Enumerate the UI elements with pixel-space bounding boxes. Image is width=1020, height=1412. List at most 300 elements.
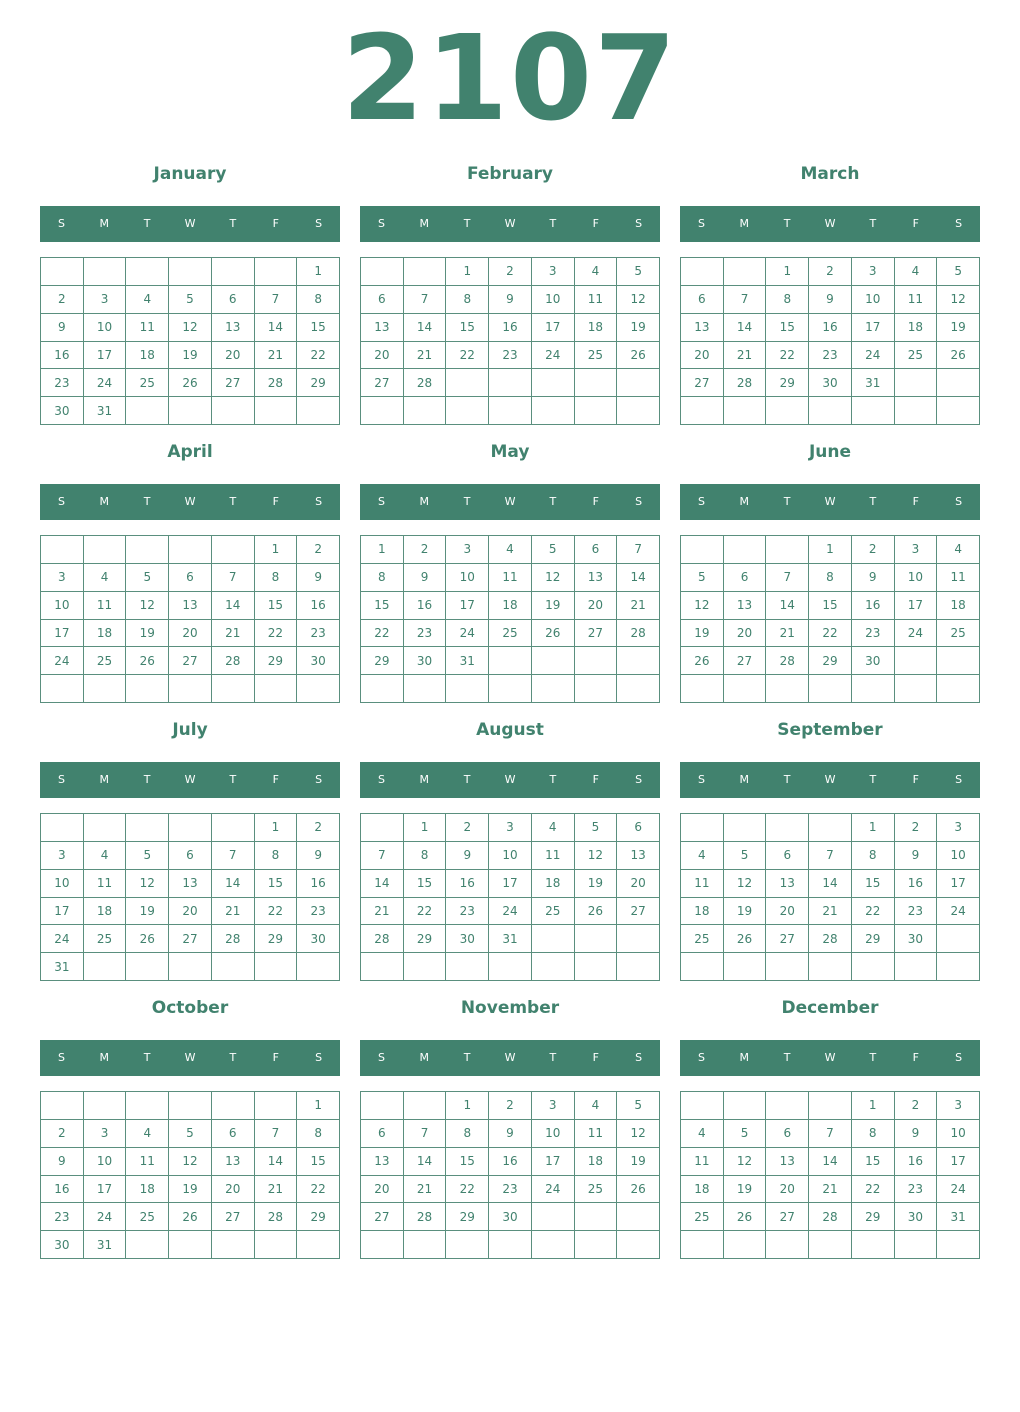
day-cell [936,646,979,674]
day-cell: 2 [488,257,531,285]
weekday-label: T [783,495,791,508]
day-cell: 3 [531,1091,574,1119]
day-cell: 24 [936,1175,979,1203]
day-cell: 31 [936,1202,979,1230]
day-cell: 28 [616,619,659,647]
day-cell: 9 [488,285,531,313]
day-cell: 5 [616,1091,659,1119]
day-cell [894,396,937,424]
day-cell: 1 [851,1091,894,1119]
day-cell: 27 [765,1202,808,1230]
day-cell: 18 [680,1175,723,1203]
day-cell: 26 [168,368,211,396]
day-cell: 10 [445,563,488,591]
day-cell: 8 [403,841,446,869]
weekday-label: W [824,495,836,508]
day-cell: 14 [616,563,659,591]
day-cell: 2 [808,257,851,285]
day-cell: 9 [851,563,894,591]
day-cell: 6 [168,563,211,591]
day-cell: 23 [894,897,937,925]
day-cell [680,396,723,424]
day-cell [851,396,894,424]
day-cell: 21 [808,1175,851,1203]
day-cell: 6 [360,1119,403,1147]
weekday-label: S [377,1051,385,1064]
day-cell: 17 [488,869,531,897]
day-cell: 3 [445,535,488,563]
day-cell: 31 [488,924,531,952]
day-cell: 19 [723,1175,766,1203]
day-cell: 14 [211,591,254,619]
day-cell [211,813,254,841]
day-cell [808,674,851,702]
day-cell: 10 [40,591,83,619]
weekday-label: S [57,495,65,508]
day-cell: 5 [531,535,574,563]
day-cell [765,1230,808,1258]
day-cell: 7 [211,841,254,869]
day-cell: 6 [680,285,723,313]
weekday-label: W [504,773,516,786]
day-cell [83,1091,126,1119]
day-cell: 16 [40,1175,83,1203]
day-cell [403,1230,446,1258]
day-cell: 21 [403,341,446,369]
day-cell: 1 [296,1091,339,1119]
weekday-label: F [592,1051,599,1064]
day-cell [125,813,168,841]
weekday-label: F [272,217,279,230]
day-cell: 22 [851,897,894,925]
day-cell [254,257,297,285]
weekday-label: T [869,495,877,508]
weekday-label: S [697,217,705,230]
month-name: August [476,720,544,740]
weekday-label: W [824,1051,836,1064]
day-cell [125,674,168,702]
day-cell: 24 [83,1202,126,1230]
day-cell [125,1091,168,1119]
day-cell: 7 [360,841,403,869]
weekday-label: T [549,495,557,508]
day-cell [125,257,168,285]
day-cell: 31 [40,952,83,980]
day-cell: 29 [254,924,297,952]
day-cell [680,813,723,841]
day-cell: 17 [851,313,894,341]
month-name: June [808,442,852,462]
day-cell: 29 [254,646,297,674]
day-cell: 25 [680,1202,723,1230]
day-cell [125,952,168,980]
month-name: February [466,164,554,184]
day-cell: 3 [936,1091,979,1119]
day-cell: 15 [808,591,851,619]
day-cell: 9 [808,285,851,313]
day-cell: 11 [531,841,574,869]
day-cell: 10 [83,313,126,341]
day-cell [83,257,126,285]
day-cell: 26 [616,1175,659,1203]
day-cell: 15 [254,869,297,897]
day-cell: 28 [403,1202,446,1230]
day-cell: 1 [296,257,339,285]
day-cell [723,257,766,285]
month-name: September [777,720,883,740]
day-cell: 13 [168,591,211,619]
day-cell: 10 [936,841,979,869]
day-cell [403,674,446,702]
day-cell: 13 [211,313,254,341]
day-cell: 13 [360,313,403,341]
day-cell [488,396,531,424]
day-cell: 4 [125,285,168,313]
day-cell: 27 [574,619,617,647]
day-cell [574,924,617,952]
day-cell: 25 [680,924,723,952]
weekday-label: M [739,773,750,786]
day-grid [680,1091,980,1259]
day-cell: 17 [40,897,83,925]
day-cell [765,952,808,980]
day-cell [765,674,808,702]
day-cell: 15 [403,869,446,897]
day-cell: 30 [40,1230,83,1258]
day-cell: 13 [574,563,617,591]
weekday-label: S [635,217,643,230]
day-cell: 17 [936,869,979,897]
day-cell [360,396,403,424]
day-cell: 20 [360,341,403,369]
day-cell: 21 [616,591,659,619]
day-cell: 11 [574,1119,617,1147]
day-cell: 2 [403,535,446,563]
day-cell: 23 [851,619,894,647]
day-cell [616,674,659,702]
day-cell: 9 [445,841,488,869]
day-cell: 19 [616,313,659,341]
day-cell: 25 [125,368,168,396]
day-cell: 6 [168,841,211,869]
day-cell: 12 [531,563,574,591]
weekday-label: M [419,1051,430,1064]
weekday-label: S [635,495,643,508]
day-cell: 22 [445,341,488,369]
day-cell [488,674,531,702]
day-cell: 6 [765,841,808,869]
day-cell [851,1230,894,1258]
weekday-label: W [824,217,836,230]
weekday-label: T [229,217,237,230]
day-cell: 11 [83,869,126,897]
weekday-label: T [229,773,237,786]
day-cell: 24 [531,1175,574,1203]
weekday-label: S [377,495,385,508]
day-cell [574,952,617,980]
day-cell [40,813,83,841]
day-cell [445,952,488,980]
day-cell: 21 [360,897,403,925]
day-cell: 15 [445,313,488,341]
day-cell: 28 [403,368,446,396]
day-cell [616,368,659,396]
day-cell: 7 [211,563,254,591]
weekday-label: W [184,773,196,786]
day-cell: 26 [125,924,168,952]
day-cell: 24 [894,619,937,647]
day-cell: 27 [168,924,211,952]
weekday-label: M [99,1051,110,1064]
day-cell [211,396,254,424]
day-cell: 28 [808,1202,851,1230]
day-cell [894,368,937,396]
weekday-label: F [912,1051,919,1064]
day-cell: 14 [254,1147,297,1175]
weekday-label: T [549,773,557,786]
day-cell: 2 [40,285,83,313]
day-cell: 4 [83,841,126,869]
day-cell [211,1091,254,1119]
weekday-header [360,762,660,798]
day-cell [211,535,254,563]
day-cell: 21 [254,1175,297,1203]
day-cell: 14 [808,869,851,897]
weekday-label: S [697,773,705,786]
day-cell [296,952,339,980]
day-cell: 30 [403,646,446,674]
day-cell: 6 [574,535,617,563]
day-cell: 19 [936,313,979,341]
day-cell: 2 [894,813,937,841]
day-cell: 30 [296,646,339,674]
day-cell: 9 [40,313,83,341]
weekday-header [680,1040,980,1076]
day-cell: 10 [851,285,894,313]
day-cell: 30 [296,924,339,952]
day-cell [403,396,446,424]
day-cell: 17 [531,1147,574,1175]
day-cell [531,1202,574,1230]
day-cell: 28 [211,646,254,674]
day-cell: 15 [360,591,403,619]
day-cell: 25 [574,1175,617,1203]
weekday-label: T [549,217,557,230]
day-cell [765,535,808,563]
day-cell [254,1230,297,1258]
day-cell: 29 [403,924,446,952]
day-cell: 12 [574,841,617,869]
day-cell: 14 [211,869,254,897]
weekday-label: F [912,217,919,230]
day-cell: 23 [403,619,446,647]
weekday-label: W [184,495,196,508]
day-cell: 6 [616,813,659,841]
day-cell: 3 [40,841,83,869]
day-cell: 10 [531,285,574,313]
day-cell: 15 [765,313,808,341]
day-cell: 29 [765,368,808,396]
day-cell [531,1230,574,1258]
day-cell: 5 [168,1119,211,1147]
weekday-header [360,206,660,242]
weekday-label: T [783,1051,791,1064]
day-cell [445,1230,488,1258]
day-cell [488,368,531,396]
day-cell [936,396,979,424]
day-cell: 14 [254,313,297,341]
day-cell: 5 [125,563,168,591]
day-cell: 23 [894,1175,937,1203]
day-cell [680,1230,723,1258]
day-grid [680,813,980,981]
day-cell: 8 [296,285,339,313]
day-cell [574,674,617,702]
weekday-label: T [229,495,237,508]
weekday-label: M [419,773,430,786]
weekday-label: S [57,1051,65,1064]
day-cell: 16 [40,341,83,369]
day-cell [403,952,446,980]
day-grid [360,813,660,981]
day-cell: 1 [808,535,851,563]
day-cell [936,1230,979,1258]
day-cell: 8 [445,285,488,313]
day-cell [531,952,574,980]
day-cell: 7 [808,841,851,869]
day-cell: 5 [723,841,766,869]
day-cell: 2 [445,813,488,841]
day-cell: 18 [125,341,168,369]
day-cell [616,1202,659,1230]
day-cell [296,674,339,702]
day-cell [894,952,937,980]
day-cell [296,396,339,424]
day-cell: 10 [936,1119,979,1147]
day-cell [40,257,83,285]
day-cell: 31 [83,396,126,424]
day-cell [445,396,488,424]
day-cell [488,1230,531,1258]
day-cell [168,1230,211,1258]
day-cell: 13 [723,591,766,619]
day-cell: 24 [445,619,488,647]
day-cell [616,396,659,424]
day-cell: 4 [936,535,979,563]
day-cell [168,952,211,980]
day-cell [360,1091,403,1119]
day-cell: 21 [211,619,254,647]
day-cell [808,813,851,841]
day-cell: 29 [851,924,894,952]
day-cell: 15 [254,591,297,619]
day-cell: 17 [531,313,574,341]
day-cell [723,396,766,424]
day-cell [211,952,254,980]
month-name: December [781,998,879,1018]
month-name: January [153,164,227,184]
day-cell: 15 [851,869,894,897]
weekday-label: T [463,495,471,508]
day-cell: 23 [808,341,851,369]
day-cell [83,535,126,563]
day-cell: 24 [531,341,574,369]
day-cell: 4 [531,813,574,841]
day-cell [254,396,297,424]
day-cell: 21 [723,341,766,369]
weekday-label: T [143,495,151,508]
weekday-label: T [869,1051,877,1064]
year-title: 2107 [341,9,679,147]
day-cell: 9 [40,1147,83,1175]
day-cell [936,368,979,396]
day-cell: 3 [851,257,894,285]
day-cell: 21 [765,619,808,647]
weekday-label: T [143,1051,151,1064]
day-cell [254,674,297,702]
day-cell: 13 [168,869,211,897]
day-cell: 28 [723,368,766,396]
day-cell: 29 [851,1202,894,1230]
weekday-label: S [315,495,323,508]
day-cell: 2 [296,535,339,563]
weekday-label: T [143,773,151,786]
day-cell [723,674,766,702]
day-cell: 28 [254,1202,297,1230]
day-cell [360,674,403,702]
day-cell: 5 [680,563,723,591]
day-cell: 3 [83,285,126,313]
day-cell: 15 [445,1147,488,1175]
day-cell: 3 [894,535,937,563]
day-cell [445,674,488,702]
day-cell: 7 [723,285,766,313]
weekday-header [680,484,980,520]
weekday-label: T [549,1051,557,1064]
day-cell: 16 [808,313,851,341]
day-cell: 24 [83,368,126,396]
day-cell: 14 [808,1147,851,1175]
day-cell: 18 [488,591,531,619]
day-cell: 11 [680,1147,723,1175]
day-cell [488,952,531,980]
weekday-header [40,206,340,242]
day-cell: 20 [765,897,808,925]
day-cell: 11 [680,869,723,897]
day-cell [616,952,659,980]
day-cell: 4 [894,257,937,285]
day-cell: 10 [40,869,83,897]
day-cell [936,952,979,980]
day-cell: 1 [254,813,297,841]
day-cell: 17 [936,1147,979,1175]
weekday-label: M [739,1051,750,1064]
weekday-label: S [635,773,643,786]
day-cell [531,646,574,674]
day-cell: 26 [616,341,659,369]
day-cell: 27 [211,368,254,396]
day-cell: 12 [125,591,168,619]
day-cell: 18 [83,619,126,647]
weekday-header [40,1040,340,1076]
day-cell [531,396,574,424]
day-cell: 25 [574,341,617,369]
day-cell: 6 [723,563,766,591]
day-cell: 9 [296,563,339,591]
day-cell: 12 [168,1147,211,1175]
day-cell [574,1230,617,1258]
day-cell: 5 [574,813,617,841]
